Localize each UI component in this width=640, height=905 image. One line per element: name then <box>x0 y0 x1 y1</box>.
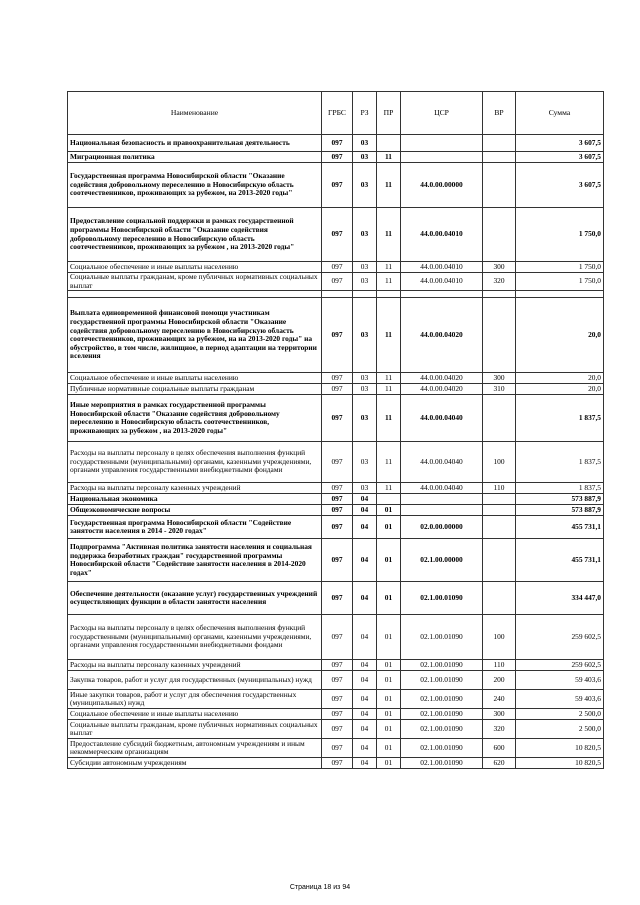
table-row <box>68 615 604 660</box>
cell-grbs: 097 <box>322 273 353 291</box>
cell-rz: 04 <box>353 720 377 739</box>
cell-vr <box>483 152 516 163</box>
cell-name: Общеэкономические вопросы <box>68 505 322 516</box>
cell-rz: 03 <box>353 152 377 163</box>
table-row <box>68 273 604 291</box>
cell-pr: 01 <box>377 505 401 516</box>
cell-sum: 1 750,0 <box>516 262 604 273</box>
cell-name: Расходы на выплаты персоналу казенных учреждений <box>68 660 322 671</box>
table-row <box>68 660 604 671</box>
cell-vr <box>483 505 516 516</box>
cell-csr: 02.1.00.01090 <box>401 720 483 739</box>
cell-csr: 02.1.00.01090 <box>401 582 483 615</box>
table-body <box>68 135 604 769</box>
cell-pr: 11 <box>377 483 401 494</box>
cell-name: Социальные выплаты гражданам, кроме публичных нормативных социальных выплат <box>68 273 322 291</box>
header-name: Наименование <box>68 92 322 135</box>
table-header <box>68 92 604 135</box>
cell-sum: 259 602,5 <box>516 660 604 671</box>
cell-rz: 03 <box>353 384 377 395</box>
cell-grbs: 097 <box>322 739 353 758</box>
cell-pr <box>377 135 401 152</box>
empty-cell <box>401 291 483 298</box>
cell-pr: 11 <box>377 208 401 262</box>
cell-grbs: 097 <box>322 208 353 262</box>
page-number: Страница 18 из 94 <box>289 884 351 891</box>
empty-cell <box>68 291 322 298</box>
cell-pr: 01 <box>377 758 401 769</box>
cell-rz: 04 <box>353 539 377 582</box>
cell-grbs: 097 <box>322 505 353 516</box>
cell-sum: 3 607,5 <box>516 163 604 208</box>
cell-pr: 11 <box>377 273 401 291</box>
cell-pr: 11 <box>377 298 401 373</box>
cell-sum: 3 607,5 <box>516 152 604 163</box>
cell-rz: 04 <box>353 671 377 690</box>
cell-grbs: 097 <box>322 384 353 395</box>
cell-sum: 1 750,0 <box>516 273 604 291</box>
cell-grbs: 097 <box>322 494 353 505</box>
cell-name: Расходы на выплаты персоналу в целях обеспечения выполнения функций государственными (муниципальными) органами, казенными учреждениями, органами управления государственными внебюджетными фондами <box>68 442 322 483</box>
cell-name: Государственная программа Новосибирской области "Содействие занятости населения в 2014 - 2020 годах" <box>68 516 322 539</box>
cell-rz: 03 <box>353 273 377 291</box>
cell-name: Обеспечение деятельности (оказание услуг) государственных учреждений осуществляющих функции в области занятости населения <box>68 582 322 615</box>
cell-csr: 02.1.00.01090 <box>401 660 483 671</box>
cell-csr: 02.1.00.01090 <box>401 758 483 769</box>
table-row <box>68 152 604 163</box>
table-row <box>68 135 604 152</box>
cell-grbs: 097 <box>322 483 353 494</box>
cell-csr <box>401 505 483 516</box>
cell-csr: 02.1.00.01090 <box>401 671 483 690</box>
cell-grbs: 097 <box>322 720 353 739</box>
cell-vr: 300 <box>483 262 516 273</box>
cell-rz: 04 <box>353 739 377 758</box>
cell-csr <box>401 494 483 505</box>
cell-grbs: 097 <box>322 671 353 690</box>
cell-csr: 02.0.00.00000 <box>401 516 483 539</box>
cell-sum: 1 837,5 <box>516 483 604 494</box>
cell-vr: 110 <box>483 660 516 671</box>
cell-name: Подпрограмма "Активная политика занятости населения и социальная поддержка безработных граждан" государственной программы Новосибирской области "Содействие занятости населения в 2014-2020 годах" <box>68 539 322 582</box>
cell-rz: 03 <box>353 483 377 494</box>
cell-rz: 04 <box>353 709 377 720</box>
table-row <box>68 720 604 739</box>
cell-csr: 02.1.00.01090 <box>401 615 483 660</box>
cell-sum: 334 447,0 <box>516 582 604 615</box>
cell-name: Миграционная политика <box>68 152 322 163</box>
cell-grbs: 097 <box>322 442 353 483</box>
cell-csr <box>401 152 483 163</box>
cell-pr: 11 <box>377 163 401 208</box>
cell-sum: 1 837,5 <box>516 442 604 483</box>
cell-grbs: 097 <box>322 690 353 709</box>
cell-rz: 03 <box>353 442 377 483</box>
cell-pr: 11 <box>377 442 401 483</box>
cell-csr: 44.0.00.04010 <box>401 262 483 273</box>
cell-pr: 11 <box>377 384 401 395</box>
cell-grbs: 097 <box>322 163 353 208</box>
cell-pr: 01 <box>377 739 401 758</box>
cell-name: Социальное обеспечение и иные выплаты населению <box>68 373 322 384</box>
cell-pr: 01 <box>377 516 401 539</box>
cell-pr: 11 <box>377 262 401 273</box>
cell-name: Иные мероприятия в рамках государственной программы Новосибирской области "Оказание содействия добровольному переселению в Новосибирскую область соотечественников, проживающих за рубежом , на 2013-2020 годы" <box>68 395 322 442</box>
cell-name: Предоставление субсидий бюджетным, автономным учреждениям и иным некоммерческим организациям <box>68 739 322 758</box>
cell-vr: 300 <box>483 373 516 384</box>
cell-vr: 200 <box>483 671 516 690</box>
cell-sum: 573 887,9 <box>516 505 604 516</box>
cell-pr: 01 <box>377 709 401 720</box>
table-row <box>68 373 604 384</box>
empty-cell <box>516 291 604 298</box>
cell-csr: 44.0.00.04010 <box>401 208 483 262</box>
cell-sum: 455 731,1 <box>516 516 604 539</box>
cell-sum: 2 500,0 <box>516 720 604 739</box>
table-row <box>68 709 604 720</box>
cell-sum: 573 887,9 <box>516 494 604 505</box>
empty-cell <box>322 291 353 298</box>
cell-sum: 20,0 <box>516 373 604 384</box>
cell-vr: 100 <box>483 442 516 483</box>
cell-csr <box>401 135 483 152</box>
cell-pr: 01 <box>377 660 401 671</box>
cell-csr: 44.0.00.04020 <box>401 298 483 373</box>
cell-name: Расходы на выплаты персоналу в целях обеспечения выполнения функций государственными (муниципальными) органами, казенными учреждениями, органами управления государственными внебюджетными фондами <box>68 615 322 660</box>
table-row <box>68 384 604 395</box>
cell-vr <box>483 135 516 152</box>
cell-rz: 03 <box>353 262 377 273</box>
cell-grbs: 097 <box>322 373 353 384</box>
cell-vr <box>483 582 516 615</box>
cell-vr: 320 <box>483 273 516 291</box>
empty-cell <box>353 291 377 298</box>
table-row <box>68 494 604 505</box>
cell-csr: 02.1.00.01090 <box>401 739 483 758</box>
table-row <box>68 505 604 516</box>
cell-grbs: 097 <box>322 539 353 582</box>
cell-vr: 620 <box>483 758 516 769</box>
cell-vr: 310 <box>483 384 516 395</box>
table-spacer-row <box>68 291 604 298</box>
cell-name: Закупка товаров, работ и услуг для государственных (муниципальных) нужд <box>68 671 322 690</box>
cell-grbs: 097 <box>322 516 353 539</box>
cell-csr: 44.0.00.04040 <box>401 442 483 483</box>
cell-sum: 1 750,0 <box>516 208 604 262</box>
cell-name: Социальное обеспечение и иные выплаты населению <box>68 262 322 273</box>
cell-csr: 44.0.00.04010 <box>401 273 483 291</box>
cell-rz: 04 <box>353 505 377 516</box>
cell-rz: 04 <box>353 758 377 769</box>
cell-name: Субсидии автономным учреждениям <box>68 758 322 769</box>
cell-vr: 240 <box>483 690 516 709</box>
cell-csr: 02.1.00.00000 <box>401 539 483 582</box>
table-row <box>68 298 604 373</box>
cell-name: Национальная безопасность и правоохранительная деятельность <box>68 135 322 152</box>
cell-name: Государственная программа Новосибирской области "Оказание содействия добровольному переселению в Новосибирскую область соотечественников, проживающих за рубежом, на 2013-2020 годы" <box>68 163 322 208</box>
header-pr: ПР <box>377 92 401 135</box>
cell-sum: 1 837,5 <box>516 395 604 442</box>
cell-csr: 44.0.00.04020 <box>401 384 483 395</box>
cell-grbs: 097 <box>322 152 353 163</box>
cell-csr: 02.1.00.01090 <box>401 690 483 709</box>
cell-vr <box>483 395 516 442</box>
cell-pr: 11 <box>377 395 401 442</box>
cell-sum: 59 403,6 <box>516 671 604 690</box>
cell-sum: 20,0 <box>516 384 604 395</box>
cell-vr <box>483 516 516 539</box>
cell-rz: 03 <box>353 135 377 152</box>
table-row <box>68 671 604 690</box>
cell-grbs: 097 <box>322 758 353 769</box>
cell-rz: 04 <box>353 690 377 709</box>
cell-name: Социальные выплаты гражданам, кроме публичных нормативных социальных выплат <box>68 720 322 739</box>
empty-cell <box>377 291 401 298</box>
cell-sum: 59 403,6 <box>516 690 604 709</box>
cell-pr: 01 <box>377 615 401 660</box>
cell-grbs: 097 <box>322 582 353 615</box>
cell-rz: 04 <box>353 494 377 505</box>
cell-rz: 04 <box>353 660 377 671</box>
table-row <box>68 516 604 539</box>
cell-vr: 300 <box>483 709 516 720</box>
cell-grbs: 097 <box>322 660 353 671</box>
cell-vr: 600 <box>483 739 516 758</box>
header-grbs: ГРБС <box>322 92 353 135</box>
cell-sum: 10 820,5 <box>516 758 604 769</box>
cell-grbs: 097 <box>322 395 353 442</box>
cell-pr: 01 <box>377 720 401 739</box>
cell-name: Социальное обеспечение и иные выплаты населению <box>68 709 322 720</box>
cell-pr: 01 <box>377 671 401 690</box>
cell-grbs: 097 <box>322 709 353 720</box>
cell-vr <box>483 208 516 262</box>
table-row <box>68 539 604 582</box>
cell-rz: 04 <box>353 582 377 615</box>
cell-pr: 11 <box>377 373 401 384</box>
cell-name: Публичные нормативные социальные выплаты гражданам <box>68 384 322 395</box>
cell-sum: 10 820,5 <box>516 739 604 758</box>
cell-vr <box>483 539 516 582</box>
header-rz: РЗ <box>353 92 377 135</box>
cell-vr: 100 <box>483 615 516 660</box>
table-row <box>68 208 604 262</box>
cell-csr: 02.1.00.01090 <box>401 709 483 720</box>
table-row <box>68 262 604 273</box>
cell-rz: 04 <box>353 516 377 539</box>
cell-pr: 01 <box>377 690 401 709</box>
cell-name: Выплата единовременной финансовой помощи участникам государственной программы Новосибирской области "Оказание содействия добровольному переселению в Новосибирскую область соотечественников, проживающих за рубежом, на на 2013-2020 годы" на обустройство, в том числе, жилищное, в период адаптации на территории вселения <box>68 298 322 373</box>
cell-csr: 44.0.00.04020 <box>401 373 483 384</box>
cell-sum: 3 607,5 <box>516 135 604 152</box>
cell-pr: 01 <box>377 539 401 582</box>
cell-sum: 455 731,1 <box>516 539 604 582</box>
cell-pr <box>377 494 401 505</box>
cell-sum: 259 602,5 <box>516 615 604 660</box>
cell-rz: 03 <box>353 208 377 262</box>
cell-name: Национальная экономика <box>68 494 322 505</box>
empty-cell <box>483 291 516 298</box>
cell-pr: 01 <box>377 582 401 615</box>
cell-name: Иные закупки товаров, работ и услуг для обеспечения государственных (муниципальных) нужд <box>68 690 322 709</box>
cell-grbs: 097 <box>322 298 353 373</box>
cell-vr: 110 <box>483 483 516 494</box>
cell-pr: 11 <box>377 152 401 163</box>
cell-grbs: 097 <box>322 262 353 273</box>
cell-rz: 03 <box>353 163 377 208</box>
table-row <box>68 483 604 494</box>
table-row <box>68 739 604 758</box>
cell-rz: 03 <box>353 298 377 373</box>
header-sum: Сумма <box>516 92 604 135</box>
cell-grbs: 097 <box>322 615 353 660</box>
cell-sum: 2 500,0 <box>516 709 604 720</box>
table-row <box>68 582 604 615</box>
cell-name: Предоставление социальной поддержки и рамках государственной программы Новосибирской области "Оказание содействия добровольному переселению в Новосибирскую область соотечественников, проживающих за рубежом , на 2013-2020 годы" <box>68 208 322 262</box>
table-row <box>68 395 604 442</box>
cell-rz: 03 <box>353 373 377 384</box>
cell-vr <box>483 494 516 505</box>
cell-vr <box>483 298 516 373</box>
cell-vr <box>483 163 516 208</box>
cell-csr: 44.0.00.04040 <box>401 395 483 442</box>
budget-table <box>67 91 604 769</box>
header-vr: ВР <box>483 92 516 135</box>
cell-vr: 320 <box>483 720 516 739</box>
table-row <box>68 690 604 709</box>
table-row <box>68 758 604 769</box>
cell-sum: 20,0 <box>516 298 604 373</box>
cell-csr: 44.0.00.04040 <box>401 483 483 494</box>
cell-csr: 44.0.00.00000 <box>401 163 483 208</box>
header-csr: ЦСР <box>401 92 483 135</box>
table-row <box>68 163 604 208</box>
cell-rz: 03 <box>353 395 377 442</box>
cell-rz: 04 <box>353 615 377 660</box>
table-row <box>68 442 604 483</box>
cell-name: Расходы на выплаты персоналу казенных учреждений <box>68 483 322 494</box>
cell-grbs: 097 <box>322 135 353 152</box>
